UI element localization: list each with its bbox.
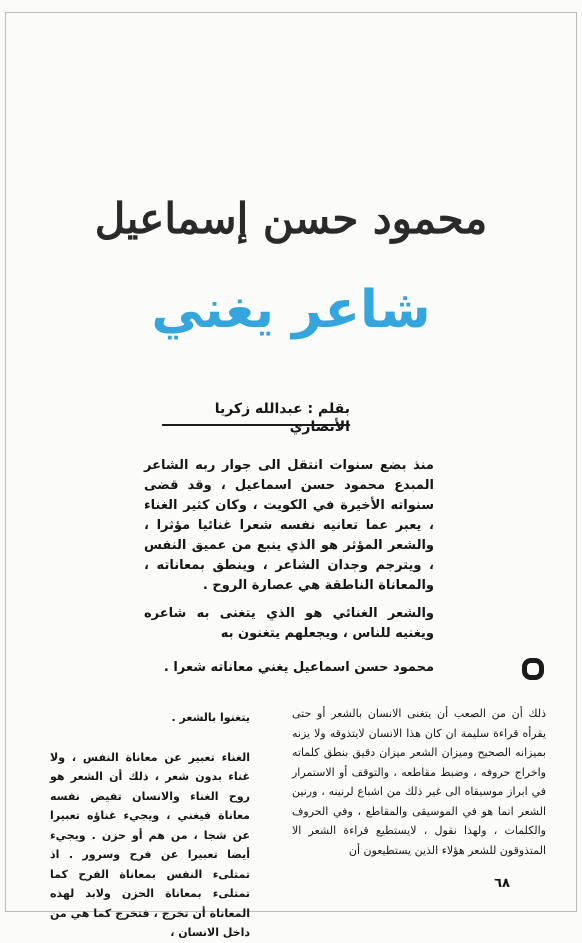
body-column-right	[292, 704, 546, 860]
intro-paragraph-1: منذ بضع سنوات انتقل الى جوار ربه الشاعر المبدع محمود حسن اسماعيل ، وقد قضى سنواته الأخيرة في الكويت ، وكان كثير الغناء ، يعبر عما تعانيه نفسه شعرا غنائيا مؤثرا ، والشعر المؤثر هو الذي ينبع من عميق النفس ، ويترجم وجدان الشاعر ، وينطق بمعاناته ، والمعاناة الناطقة هي عصارة الروح .	[144, 458, 434, 593]
page-number: ٦٨	[494, 876, 510, 891]
intro-block	[144, 456, 434, 678]
intro-paragraph-2: والشعر الغنائي هو الذي يتغنى به شاعره ويغنيه للناس ، ويجعلهم يتغنون به	[144, 606, 434, 641]
body-lead-line: يتغنوا بالشعر .	[171, 711, 250, 724]
byline-underline	[162, 424, 350, 426]
intro-paragraph-3: محمود حسن اسماعيل يغني معاناته شعرا .	[163, 660, 434, 675]
body-paragraph-right: ذلك أن من الصعب أن يتغنى الانسان بالشعر أو حتى يقرأه قراءة سليمة ان كان هذا الانسان لايتذوقه ولا يزنه بميزانه الصحيح وميزان الشعر ميزان دقيق بنطق كلماته واخراج حروفه ، وضبط مقاطعه ، والتوقف أو الاستمرار في ابراز موسيقاه الى غير ذلك من اشباع لرنينه ، ورنين الشعر انما هو في الموسيقى والمقاطع ، وفي الحروف والكلمات ، ولهذا نقول ، لايستطيع قراءة الشعر الا المتذوقون للشعر هؤلاء الذين يستطيعون أن	[292, 707, 546, 857]
body-column-left	[50, 708, 250, 943]
body-paragraph-left: الغناء تعبير عن معاناة النفس ، ولا غناء بدون شعر ، ذلك أن الشعر هو روح الغناء والانسان تفيض نفسه معاناة فيغني ، ويجيء غناؤه تعبيرا عن شجا ، من هم أو حزن . ويجيء أيضا تعبيرا عن فرح وسرور . اذ تمتلىء النفس بمعاناة الفرح كما تمتلىء بمعاناة الحزن ولابد لهذه المعاناة أن تخرج ، فتخرج كما هي من داخل الانسان ،	[50, 750, 250, 939]
byline: بقلم : عبدالله زكريا الأنصاري	[214, 401, 350, 436]
article-subtitle: شاعر يغني	[151, 280, 431, 340]
section-ornament-icon	[522, 658, 544, 680]
poet-name-title: محمود حسن إسماعيل	[94, 194, 488, 243]
